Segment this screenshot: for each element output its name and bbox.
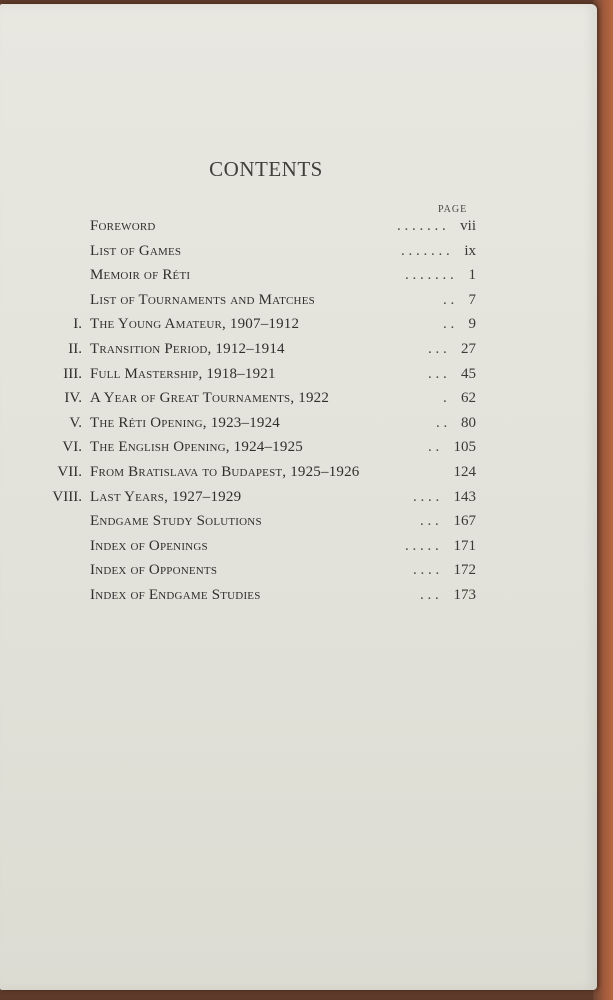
toc-entry-title: Endgame Study Solutions (90, 513, 262, 530)
toc-entry-page-number: ix (464, 242, 476, 259)
toc-entry-title: List of Tournaments and Matches (90, 291, 315, 308)
book-page (0, 4, 597, 990)
toc-entry (40, 415, 480, 437)
toc-entry (40, 292, 480, 314)
toc-entry (40, 513, 480, 535)
toc-entry-leader-dots: . . . (420, 587, 439, 603)
toc-entry-title: Index of Opponents (90, 562, 218, 579)
toc-entry-title: The Young Amateur, 1907–1912 (90, 316, 300, 333)
toc-entry-page-number: 124 (453, 464, 476, 480)
toc-entry (40, 439, 480, 461)
toc-entry-leader-dots: . . (443, 291, 455, 308)
toc-entry-page-number: 167 (453, 513, 476, 530)
toc-entry (40, 538, 480, 560)
toc-entry-number: VIII. (52, 488, 82, 505)
toc-entry-leader-dots: . . . (428, 365, 447, 382)
toc-entry (40, 489, 480, 511)
toc-entry-leader-dots: . . . (420, 513, 439, 530)
toc-entry-number: V. (69, 414, 82, 431)
toc-entry-number: I. (73, 316, 82, 333)
toc-entry (40, 243, 480, 265)
toc-entry (40, 587, 480, 609)
toc-entry-title: Index of Openings (90, 537, 208, 554)
toc-entry-title: From Bratislava to Budapest, 1925–1926 (90, 464, 360, 480)
toc-entry-page-number: 62 (461, 390, 476, 407)
toc-entry-leader-dots: . . . . (413, 562, 440, 579)
toc-entry-page-number: 173 (453, 587, 476, 603)
toc-entry (40, 464, 480, 486)
toc-entry-title: Index of Endgame Studies (90, 587, 261, 603)
page-title: CONTENTS (209, 157, 323, 181)
toc-entry-page-number: vii (460, 218, 476, 234)
toc-entry-page-number: 27 (461, 341, 476, 357)
toc-entry-page-number: 7 (468, 291, 476, 308)
toc-entry-page-number: 1 (468, 267, 476, 284)
toc-entry-number: III. (63, 365, 82, 382)
toc-entry-title: Foreword (90, 218, 156, 234)
toc-entry-page-number: 143 (453, 488, 476, 505)
toc-entry-leader-dots: . . . (428, 341, 447, 357)
toc-entry-leader-dots: . . . . . . . (405, 267, 454, 284)
toc-entry-leader-dots: . (443, 390, 447, 407)
toc-entry-title: The English Opening, 1924–1925 (90, 439, 303, 456)
toc-entry-title: Full Mastership, 1918–1921 (90, 365, 276, 382)
toc-entry-page-number: 80 (461, 414, 476, 431)
toc-entry-title: A Year of Great Tournaments, 1922 (90, 390, 330, 407)
toc-entry-leader-dots: . . (443, 316, 455, 333)
toc-entry-page-number: 172 (453, 562, 476, 579)
toc-entry-leader-dots: . . . . . (405, 537, 439, 554)
toc-entry (40, 562, 480, 584)
toc-entry-title: The Réti Opening, 1923–1924 (90, 414, 280, 431)
toc-entry-page-number: 9 (468, 316, 476, 333)
toc-entry-leader-dots: . . . . (413, 488, 440, 505)
toc-entry (40, 316, 480, 338)
page-column-heading: PAGE (438, 204, 468, 215)
toc-entry-title: Last Years, 1927–1929 (90, 488, 242, 505)
toc-entry (40, 341, 480, 363)
toc-entry-leader-dots: . . . . . . . (397, 218, 446, 234)
toc-entry-page-number: 105 (453, 439, 476, 456)
toc-entry-number: II. (68, 341, 82, 357)
toc-entry (40, 390, 480, 412)
toc-entry-number: VI. (62, 439, 82, 456)
toc-entry-leader-dots: . . . . . . . (401, 242, 450, 259)
toc-entry-title: List of Games (90, 242, 182, 259)
toc-entry-page-number: 45 (461, 365, 476, 382)
toc-entry (40, 267, 480, 289)
toc-entry-leader-dots: . . (436, 414, 448, 431)
toc-entry-leader-dots: . . (428, 439, 440, 456)
toc-entry-page-number: 171 (453, 537, 476, 554)
toc-entry (40, 218, 480, 240)
toc-entry-title: Transition Period, 1912–1914 (90, 341, 285, 357)
toc-entry-number: IV. (64, 390, 82, 407)
toc-entry-title: Memoir of Réti (90, 267, 191, 284)
toc-entry (40, 366, 480, 388)
toc-entry-number: VII. (57, 464, 82, 480)
